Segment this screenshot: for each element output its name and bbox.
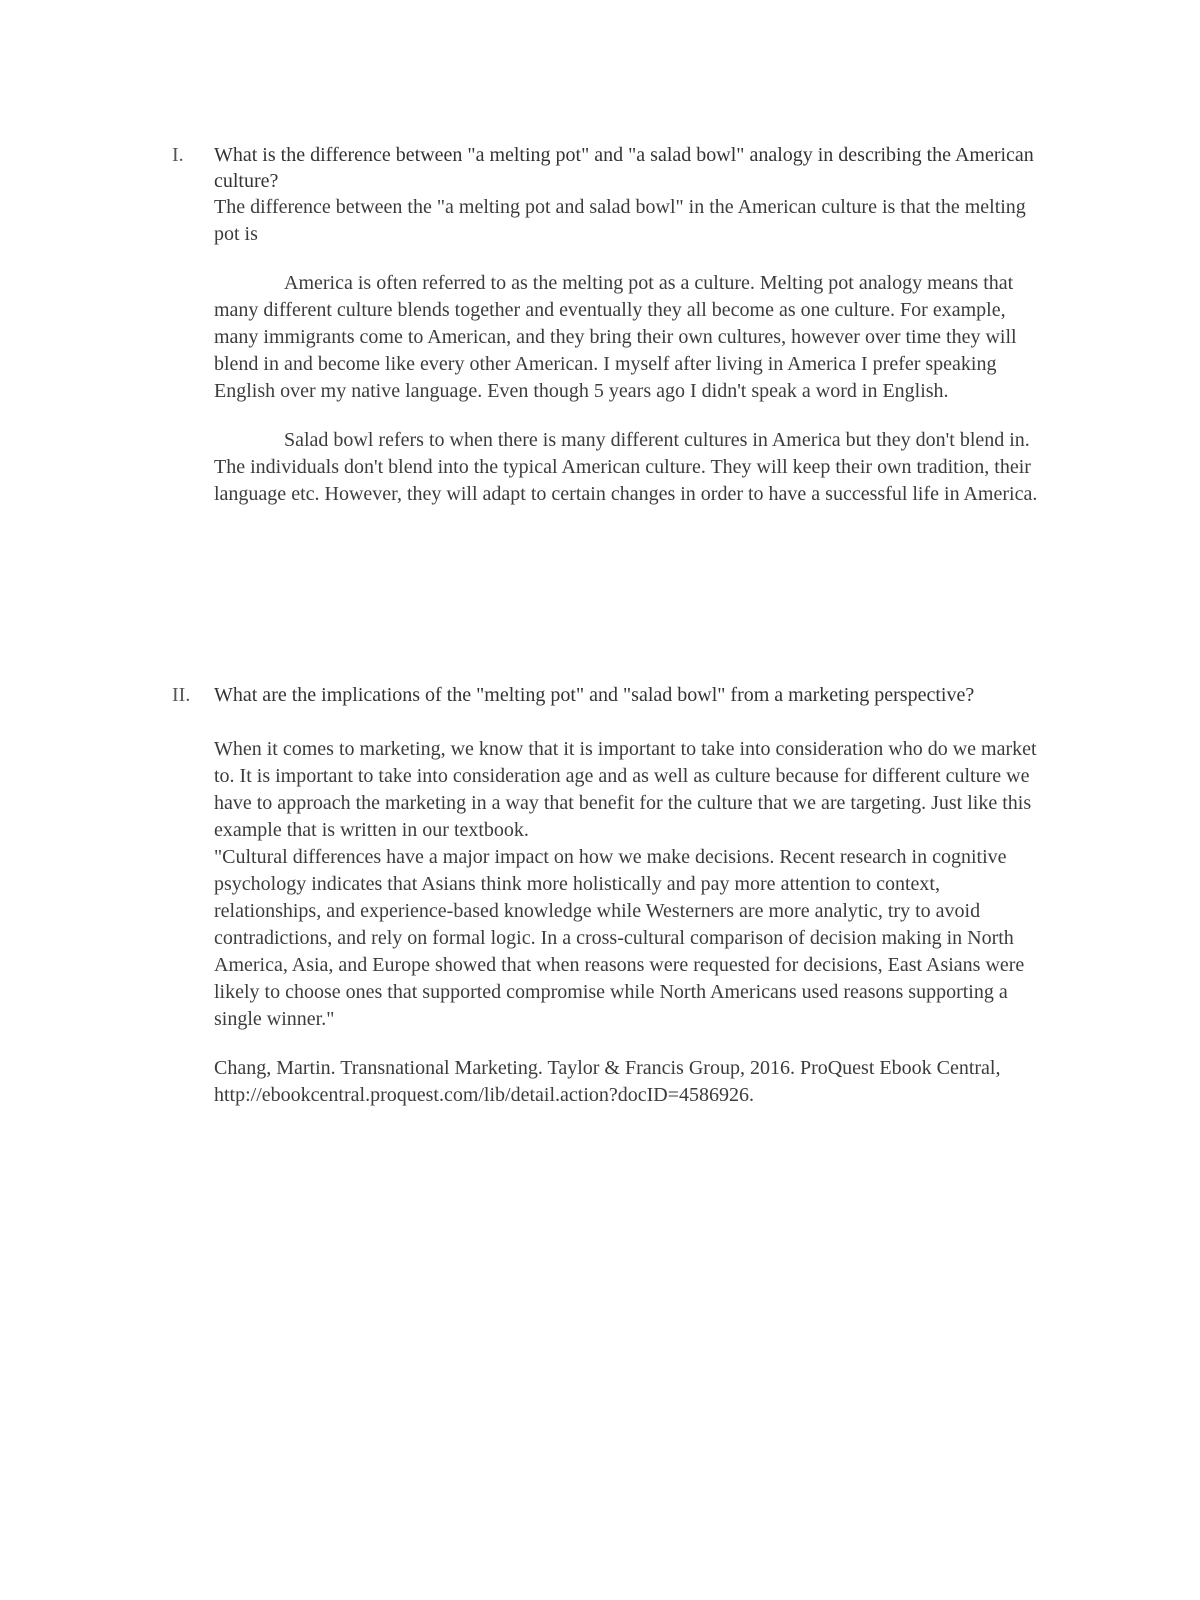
melting-pot-paragraph: America is often referred to as the melting pot as a culture. Melting pot analogy means that many different culture blends together and eventually they all become as one culture. For example, many immigrants come to American, and they bring their own cultures, however over time they will blend in and become like every other American. I myself after living in America I prefer speaking English over my native language. Even though 5 years ago I didn't speak a word in English. [214, 272, 1017, 402]
marketing-answer-paragraph: When it comes to marketing, we know that it is important to take into consideration who do we market to. It is important to take into consideration age and as well as culture because for different culture we have to approach the marketing in a way that benefit for the culture that we are targeting. Just like this example that is written in our textbook. [214, 738, 1037, 841]
textbook-quote: "Cultural differences have a major impact on how we make decisions. Recent research in cognitive psychology indicates that Asians think more holistically and pay more attention to context, relationships, and experience-based knowledge while Westerners are more analytic, try to avoid contradictions, and rely on formal logic. In a cross-cultural comparison of decision making in North America, Asia, and Europe showed that when reasons were requested for decisions, East Asians were likely to choose ones that supported compromise while North Americans used reasons supporting a single winner." [214, 846, 1025, 1030]
question-1-intro: The difference between the "a melting pot and salad bowl" in the American culture is that the melting pot is [214, 196, 1026, 245]
citation: Chang, Martin. Transnational Marketing. Taylor & Francis Group, 2016. ProQuest Ebook Central, http://ebookcentral.proquest.com/lib/detail.action?docID=4586926. [214, 1057, 1001, 1106]
salad-bowl-paragraph: Salad bowl refers to when there is many different cultures in America but they don't blend in. The individuals don't blend into the typical American culture. They will keep their own tradition, their language etc. However, they will adapt to certain changes in order to have a successful life in America. [214, 429, 1038, 505]
question-1-text: What is the difference between "a melting pot" and "a salad bowl" analogy in describing the American culture? [214, 144, 1034, 192]
question-1-number: I. [172, 144, 184, 166]
question-2-text: What are the implications of the "melting pot" and "salad bowl" from a marketing perspective? [214, 684, 975, 706]
question-2-number: II. [172, 684, 191, 706]
question-2 [172, 682, 1052, 1109]
question-1 [172, 142, 1052, 508]
